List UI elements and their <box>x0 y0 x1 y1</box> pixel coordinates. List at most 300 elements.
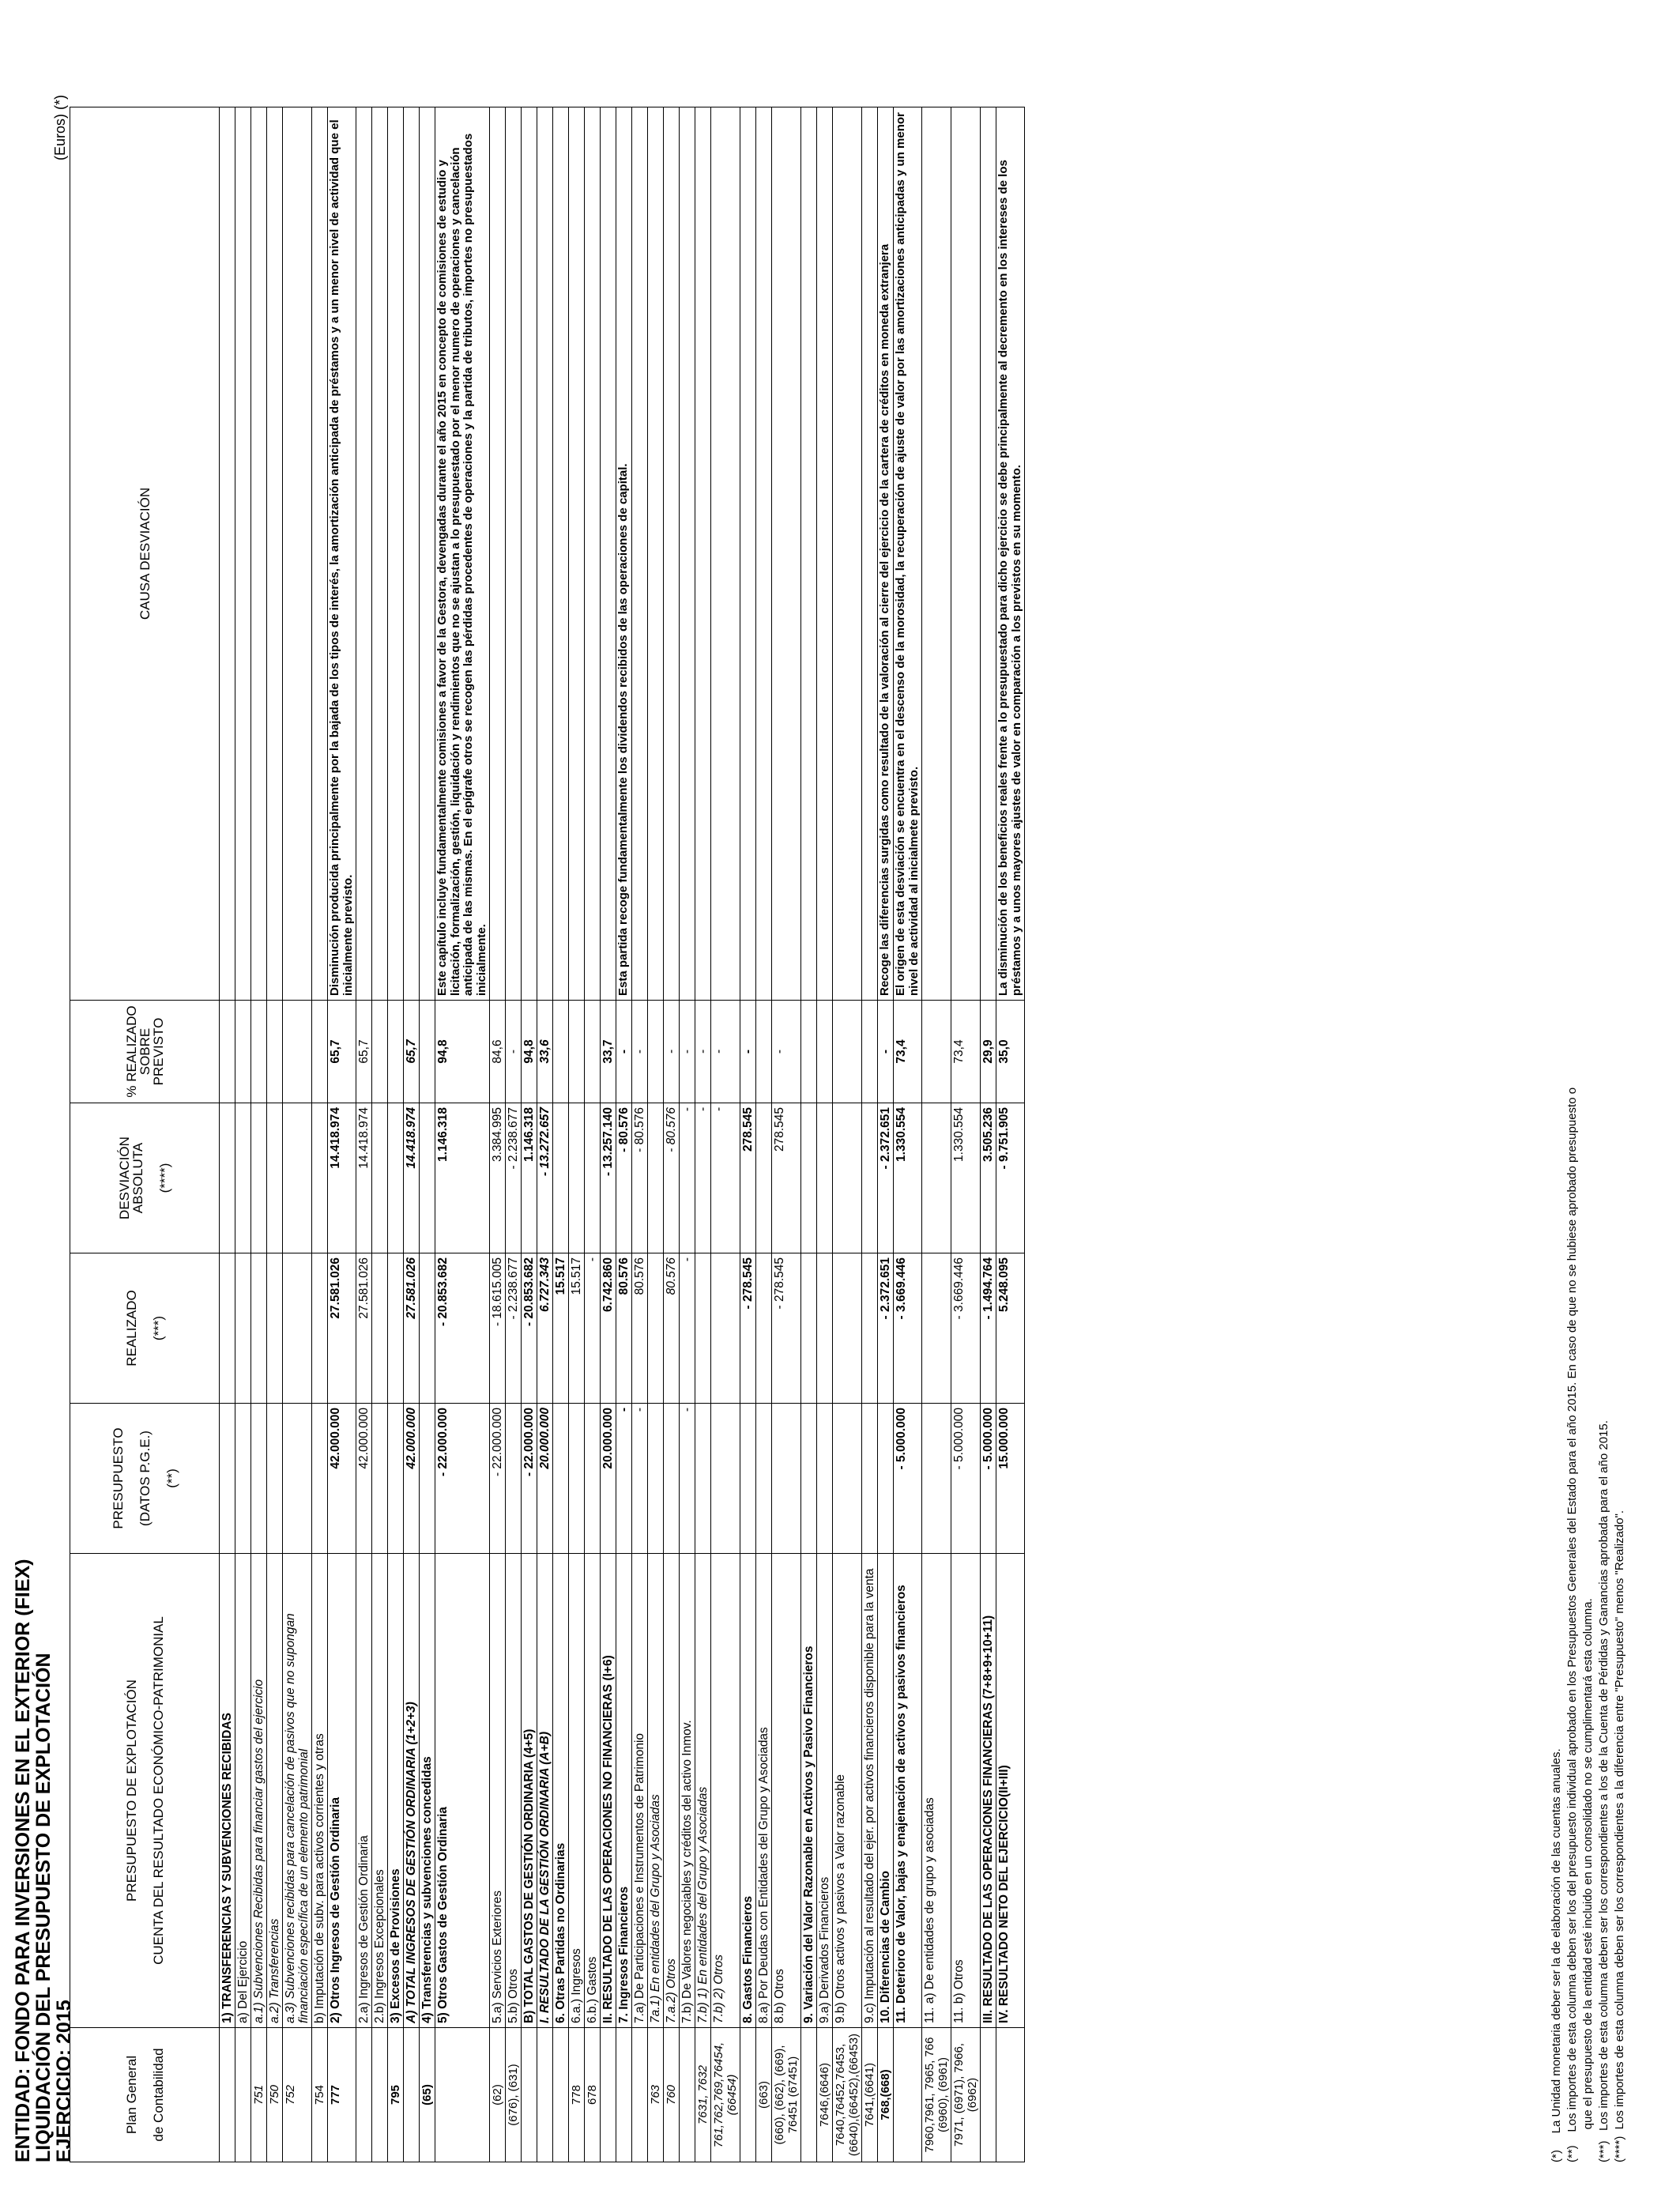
budget-value: 15.000.000 <box>996 1404 1025 1554</box>
deviation-cause <box>740 107 756 1001</box>
table-row <box>894 107 922 2162</box>
row-label: 9.b) Otros activos y pasivos a Valor razonable <box>833 1554 862 2028</box>
deviation-value: 1.146.318 <box>522 1103 537 1253</box>
account-code <box>356 2028 372 2162</box>
account-code: (676), (631) <box>506 2028 522 2162</box>
account-code <box>680 2028 695 2162</box>
budget-value <box>862 1404 878 1554</box>
table-row <box>435 107 490 2162</box>
deviation-cause <box>356 107 372 1001</box>
pct-value <box>420 1001 435 1103</box>
deviation-value: 1.330.554 <box>894 1103 922 1253</box>
deviation-value: - <box>711 1103 740 1253</box>
table-row <box>981 107 996 2162</box>
account-code: 778 <box>569 2028 585 2162</box>
deviation-cause <box>267 107 283 1001</box>
col-header-plan: Plan General de Contabilidad <box>70 2028 220 2162</box>
table-row <box>632 107 648 2162</box>
deviation-value: 14.418.974 <box>328 1103 356 1253</box>
account-code: (660), (662), (669), 76451 (67451) <box>772 2028 801 2162</box>
realized-value <box>648 1253 664 1404</box>
row-label: 9.c) Imputación al resultado del ejer. por activos financieros disponible para la venta <box>862 1554 878 2028</box>
realized-value: - 2.238.677 <box>506 1253 522 1404</box>
pct-value: - <box>632 1001 648 1103</box>
realized-value: 80.576 <box>664 1253 680 1404</box>
row-label: 7.b) 2) Otros <box>711 1554 740 2028</box>
realized-value: - 1.494.764 <box>981 1253 996 1404</box>
table-row <box>356 107 372 2162</box>
account-code: 777 <box>328 2028 356 2162</box>
footnote-line: (*) La Unidad monetaria deber ser la de elaboración de las cuentas anuales. <box>1550 1748 1563 2162</box>
row-label: 8. Gastos Financieros <box>740 1554 756 2028</box>
deviation-cause <box>756 107 772 1001</box>
col-header-presupuesto-explotacion: PRESUPUESTO DE EXPLOTACIÓN CUENTA DEL RESULTADO ECONÓMICO-PATRIMONIAL <box>70 1554 220 2028</box>
deviation-cause <box>817 107 833 1001</box>
deviation-cause <box>388 107 404 1001</box>
deviation-value <box>251 1103 267 1253</box>
row-label: IV. RESULTADO NETO DEL EJERCICIO(II+III) <box>996 1554 1025 2028</box>
realized-value: - 20.853.682 <box>435 1253 490 1404</box>
deviation-value <box>862 1103 878 1253</box>
footnotes <box>1549 1088 1628 2162</box>
pct-value <box>833 1001 862 1103</box>
account-code: 7971, (6971), 7966, (6962) <box>951 2028 981 2162</box>
realized-value <box>833 1253 862 1404</box>
deviation-value: 1.330.554 <box>951 1103 981 1253</box>
deviation-cause: El origen de esta desviación se encuentra en el descenso de la morosidad, la recuperación de ajuste de valor por las amortizaciones anticipadas y un menor nivel de actividad al inicialmete previsto. <box>894 107 922 1001</box>
deviation-cause <box>251 107 267 1001</box>
deviation-cause <box>695 107 711 1001</box>
budget-value <box>801 1404 817 1554</box>
row-label: 2.b) Ingresos Excepcionales <box>372 1554 388 2028</box>
realized-value: - 2.372.651 <box>878 1253 894 1404</box>
budget-value <box>553 1404 569 1554</box>
deviation-cause <box>601 107 616 1001</box>
deviation-value <box>220 1103 235 1253</box>
realized-value <box>817 1253 833 1404</box>
account-code <box>996 2028 1025 2162</box>
deviation-cause <box>585 107 601 1001</box>
table-row <box>220 107 235 2162</box>
row-label: a.2) Transferencias <box>267 1554 283 2028</box>
row-label: 7.b) De Valores negociables y créditos del activo Inmov. <box>680 1554 695 2028</box>
realized-value <box>420 1253 435 1404</box>
account-code: 752 <box>283 2028 312 2162</box>
row-label: 7.b) 1) En entidades del Grupo y Asociadas <box>695 1554 711 2028</box>
budget-value <box>220 1404 235 1554</box>
deviation-cause <box>951 107 981 1001</box>
budget-value <box>235 1404 251 1554</box>
account-code: 750 <box>267 2028 283 2162</box>
realized-value: - <box>585 1253 601 1404</box>
budget-value: - 5.000.000 <box>981 1404 996 1554</box>
deviation-value: - 80.576 <box>664 1103 680 1253</box>
pct-value <box>862 1001 878 1103</box>
realized-value: 80.576 <box>616 1253 632 1404</box>
pct-value: - <box>616 1001 632 1103</box>
deviation-value: 278.545 <box>740 1103 756 1253</box>
row-label: 4) Transferencias y subvenciones concedidas <box>420 1554 435 2028</box>
account-code <box>981 2028 996 2162</box>
realized-value <box>862 1253 878 1404</box>
table-row <box>833 107 862 2162</box>
deviation-cause <box>922 107 951 1001</box>
budget-value <box>648 1404 664 1554</box>
account-code: 7960,7961, 7965, 766 (6960), (6961) <box>922 2028 951 2162</box>
pct-value: - <box>878 1001 894 1103</box>
table-row <box>267 107 283 2162</box>
pct-value: 35,0 <box>996 1001 1025 1103</box>
account-code <box>235 2028 251 2162</box>
table-row <box>553 107 569 2162</box>
pct-value: 73,4 <box>894 1001 922 1103</box>
footnote-line: (***) Los importes de esta columna deben ser los correspondientes a los de la Cuenta de Pérdidas y Ganancias aprobada para el año 2015. <box>1597 1420 1610 2162</box>
deviation-value <box>569 1103 585 1253</box>
deviation-cause: Esta partida recoge fundamentalmente los dividendos recibidos de las operaciones de capital. <box>616 107 632 1001</box>
deviation-cause <box>506 107 522 1001</box>
budget-value: - <box>632 1404 648 1554</box>
deviation-value: - <box>695 1103 711 1253</box>
deviation-cause <box>220 107 235 1001</box>
realized-value: 15.517 <box>553 1253 569 1404</box>
pct-value: - <box>506 1001 522 1103</box>
table-row <box>772 107 801 2162</box>
deviation-cause <box>569 107 585 1001</box>
row-label: 2.a) Ingresos de Gestión Ordinaria <box>356 1554 372 2028</box>
pct-value <box>756 1001 772 1103</box>
account-code: 7641,(6641) <box>862 2028 878 2162</box>
pct-value: 33,7 <box>601 1001 616 1103</box>
account-code: (663) <box>756 2028 772 2162</box>
deviation-value: - 80.576 <box>616 1103 632 1253</box>
table-row <box>312 107 328 2162</box>
budget-value <box>833 1404 862 1554</box>
pct-value <box>267 1001 283 1103</box>
entity-title: ENTIDAD: FONDO PARA INVERSIONES EN EL EXTERIOR (FIEX) <box>12 1559 34 2162</box>
table-header-row <box>70 107 220 2162</box>
budget-value <box>878 1404 894 1554</box>
realized-value <box>922 1253 951 1404</box>
pct-value <box>801 1001 817 1103</box>
realized-value: 27.581.026 <box>404 1253 420 1404</box>
table-row <box>951 107 981 2162</box>
deviation-cause: Este capítulo incluye fundamentalmente comisiones a favor de la Gestora, devengadas durante el año 2015 en concepto de comisiones de estudio y licitación, formalización, gestión, liquidación y rendimientos que no se ajustan a lo presupuestado por el menor numero de operaciones y cancelación anticipada de las mismas. En el epígrafe otros se recogen las pérdidas procedentes de operaciones y la partida de tributos, importes no presupuestados inicialmente. <box>435 107 490 1001</box>
row-label: I. RESULTADO DE LA GESTIÓN ORDINARIA (A+B) <box>537 1554 553 2028</box>
row-label: 10. Diferencias de Cambio <box>878 1554 894 2028</box>
row-label: 7. Ingresos Financieros <box>616 1554 632 2028</box>
row-label: a.3) Subvenciones recibidas para cancelación de pasivos que no supongan financiación específica de un elemento patrimonial <box>283 1554 312 2028</box>
col-header-realized: REALIZADO (***) <box>70 1253 220 1404</box>
budget-value: 20.000.000 <box>601 1404 616 1554</box>
deviation-cause: Disminución producida principalmente por la bajada de los tipos de interés, la amortización anticipada de préstamos y a un menor nivel de actividad que el inicialmente previsto. <box>328 107 356 1001</box>
realized-value <box>235 1253 251 1404</box>
realized-value: - 20.853.682 <box>522 1253 537 1404</box>
table-row <box>328 107 356 2162</box>
pct-value: 65,7 <box>356 1001 372 1103</box>
table-row <box>801 107 817 2162</box>
deviation-cause <box>772 107 801 1001</box>
deviation-value: 3.384.995 <box>490 1103 506 1253</box>
account-code <box>894 2028 922 2162</box>
deviation-value: 3.505.236 <box>981 1103 996 1253</box>
deviation-value: - 80.576 <box>632 1103 648 1253</box>
budget-value <box>711 1404 740 1554</box>
realized-value <box>220 1253 235 1404</box>
budget-value <box>251 1404 267 1554</box>
pct-value: 73,4 <box>951 1001 981 1103</box>
footnote-line: que el presupuesto de la entidad esté incluido en un consolidado no se cumplimentará esta columna. <box>1581 1598 1595 2162</box>
budget-value <box>372 1404 388 1554</box>
budget-value: - 22.000.000 <box>490 1404 506 1554</box>
deviation-cause <box>372 107 388 1001</box>
deviation-cause <box>537 107 553 1001</box>
deviation-cause: La disminución de los beneficios reales frente a lo presupuestado para dicho ejercicio se debe principalmente al decremento en los intereses de los préstamos y a unos mayores ajustes de valor en comparación a los previstos en su momento. <box>996 107 1025 1001</box>
realized-value <box>695 1253 711 1404</box>
budget-value: - <box>680 1404 695 1554</box>
realized-value: - 18.615.005 <box>490 1253 506 1404</box>
deviation-value <box>267 1103 283 1253</box>
table-row <box>878 107 894 2162</box>
account-code: (62) <box>490 2028 506 2162</box>
row-label: a) Del Ejercicio <box>235 1554 251 2028</box>
budget-value: 42.000.000 <box>356 1404 372 1554</box>
table-row <box>648 107 664 2162</box>
deviation-cause <box>801 107 817 1001</box>
row-label: 9.a) Derivados Financieros <box>817 1554 833 2028</box>
deviation-value <box>801 1103 817 1253</box>
budget-value: - 22.000.000 <box>435 1404 490 1554</box>
footnote-line: (****) Los importes de esta columna deben ser los correspondientes a la diferencia entre "Presupuesto" menos "Realizado". <box>1613 1510 1626 2162</box>
pct-value <box>569 1001 585 1103</box>
realized-value <box>283 1253 312 1404</box>
account-code <box>522 2028 537 2162</box>
budget-value <box>817 1404 833 1554</box>
account-code <box>435 2028 490 2162</box>
pct-value <box>312 1001 328 1103</box>
table-row <box>569 107 585 2162</box>
deviation-value <box>922 1103 951 1253</box>
account-code <box>553 2028 569 2162</box>
pct-value: 33,6 <box>537 1001 553 1103</box>
deviation-cause <box>522 107 537 1001</box>
deviation-cause <box>420 107 435 1001</box>
realized-value <box>388 1253 404 1404</box>
budget-value <box>283 1404 312 1554</box>
deviation-value: - <box>680 1103 695 1253</box>
table-row <box>372 107 388 2162</box>
budget-value <box>585 1404 601 1554</box>
realized-value <box>711 1253 740 1404</box>
table-row <box>251 107 267 2162</box>
pct-value <box>235 1001 251 1103</box>
table-row <box>996 107 1025 2162</box>
account-code: 760 <box>664 2028 680 2162</box>
row-label: 7a.1) En entidades del Grupo y Asociadas <box>648 1554 664 2028</box>
account-code <box>601 2028 616 2162</box>
realized-value: 27.581.026 <box>328 1253 356 1404</box>
table-row <box>404 107 420 2162</box>
pct-value: 94,8 <box>522 1001 537 1103</box>
table-row <box>680 107 695 2162</box>
pct-value: 65,7 <box>404 1001 420 1103</box>
deviation-value <box>756 1103 772 1253</box>
table-row <box>388 107 404 2162</box>
deviation-value: - 13.272.657 <box>537 1103 553 1253</box>
table-row <box>537 107 553 2162</box>
account-code: 761,762,769,76454,(66454) <box>711 2028 740 2162</box>
row-label: 6.b.) Gastos <box>585 1554 601 2028</box>
table-row <box>601 107 616 2162</box>
deviation-value <box>420 1103 435 1253</box>
row-label: 9. Variación del Valor Razonable en Activos y Pasivo Financieros <box>801 1554 817 2028</box>
account-code: 7631, 7632 <box>695 2028 711 2162</box>
pct-value <box>220 1001 235 1103</box>
deviation-cause <box>981 107 996 1001</box>
realized-value: - 278.545 <box>772 1253 801 1404</box>
table-row <box>506 107 522 2162</box>
deviation-value <box>833 1103 862 1253</box>
col-header-pct: % REALIZADO SOBRE PREVISTO <box>70 1001 220 1103</box>
pct-value: 65,7 <box>328 1001 356 1103</box>
pct-value <box>388 1001 404 1103</box>
deviation-value: - 2.372.651 <box>878 1103 894 1253</box>
deviation-value <box>648 1103 664 1253</box>
deviation-value: - 2.238.677 <box>506 1103 522 1253</box>
deviation-cause <box>404 107 420 1001</box>
table-row <box>740 107 756 2162</box>
table-row <box>585 107 601 2162</box>
budget-value <box>420 1404 435 1554</box>
table-row <box>922 107 951 2162</box>
pct-value <box>817 1001 833 1103</box>
table-row <box>695 107 711 2162</box>
pct-value <box>283 1001 312 1103</box>
deviation-value <box>553 1103 569 1253</box>
table-row <box>756 107 772 2162</box>
deviation-cause <box>648 107 664 1001</box>
pct-value <box>372 1001 388 1103</box>
row-label: 8.a) Por Deudas con Entidades del Grupo y Asociadas <box>756 1554 772 2028</box>
deviation-cause <box>490 107 506 1001</box>
currency-units: (Euros) (*) <box>52 95 68 161</box>
realized-value: 6.742.860 <box>601 1253 616 1404</box>
realized-value: - 3.669.446 <box>894 1253 922 1404</box>
table-row <box>522 107 537 2162</box>
budget-value <box>922 1404 951 1554</box>
deviation-value <box>585 1103 601 1253</box>
realized-value: - 278.545 <box>740 1253 756 1404</box>
deviation-value: 14.418.974 <box>356 1103 372 1253</box>
row-label: 2) Otros Ingresos de Gestión Ordinaria <box>328 1554 356 2028</box>
col-header-cause: CAUSA DESVIACIÓN <box>70 107 220 1001</box>
deviation-value: 278.545 <box>772 1103 801 1253</box>
account-code <box>801 2028 817 2162</box>
row-label: 5.b) Otros <box>506 1554 522 2028</box>
deviation-cause <box>312 107 328 1001</box>
pct-value: - <box>695 1001 711 1103</box>
pct-value <box>251 1001 267 1103</box>
account-code <box>220 2028 235 2162</box>
realized-value <box>801 1253 817 1404</box>
account-code <box>537 2028 553 2162</box>
table-row <box>616 107 632 2162</box>
budget-value: 20.000.000 <box>537 1404 553 1554</box>
row-label: 7.a) De Participaciones e Instrumentos de Patrimonio <box>632 1554 648 2028</box>
budget-value <box>695 1404 711 1554</box>
budget-value: - 5.000.000 <box>894 1404 922 1554</box>
pct-value: 94,8 <box>435 1001 490 1103</box>
row-label: II. RESULTADO DE LAS OPERACIONES NO FINANCIERAS (I+6) <box>601 1554 616 2028</box>
budget-value: 42.000.000 <box>328 1404 356 1554</box>
row-label: 3) Excesos de Provisiones <box>388 1554 404 2028</box>
row-label: 11. a) De entidades de grupo y asociadas <box>922 1554 951 2028</box>
pct-value <box>922 1001 951 1103</box>
deviation-cause <box>833 107 862 1001</box>
table-row <box>817 107 833 2162</box>
col-header-deviation: DESVIACIÓN ABSOLUTA (****) <box>70 1103 220 1253</box>
deviation-value: 1.146.318 <box>435 1103 490 1253</box>
budget-value: - 5.000.000 <box>951 1404 981 1554</box>
table-row <box>664 107 680 2162</box>
budget-value <box>267 1404 283 1554</box>
liquidation-table <box>70 107 1025 2162</box>
table-body <box>220 107 1025 2162</box>
realized-value <box>312 1253 328 1404</box>
account-code <box>616 2028 632 2162</box>
row-label: 1) TRANSFERENCIAS Y SUBVENCIONES RECIBIDAS <box>220 1554 235 2028</box>
row-label: 11. b) Otros <box>951 1554 981 2028</box>
deviation-cause <box>632 107 648 1001</box>
table-row <box>283 107 312 2162</box>
pct-value <box>648 1001 664 1103</box>
account-code: 754 <box>312 2028 328 2162</box>
pct-value: - <box>711 1001 740 1103</box>
pct-value: - <box>772 1001 801 1103</box>
pct-value: 84,6 <box>490 1001 506 1103</box>
table-row <box>711 107 740 2162</box>
row-label: b) Imputación de subv. para activos corrientes y otras <box>312 1554 328 2028</box>
deviation-value <box>312 1103 328 1253</box>
table-row <box>490 107 506 2162</box>
deviation-value <box>283 1103 312 1253</box>
budget-value <box>756 1404 772 1554</box>
budget-value: - <box>616 1404 632 1554</box>
deviation-cause <box>862 107 878 1001</box>
realized-value <box>372 1253 388 1404</box>
budget-value <box>664 1404 680 1554</box>
deviation-value: - 9.751.905 <box>996 1103 1025 1253</box>
account-code: 795 <box>388 2028 404 2162</box>
pct-value: - <box>664 1001 680 1103</box>
account-code <box>372 2028 388 2162</box>
pct-value: - <box>740 1001 756 1103</box>
realized-value: 5.248.095 <box>996 1253 1025 1404</box>
realized-value: 80.576 <box>632 1253 648 1404</box>
row-label: B) TOTAL GASTOS DE GESTIÓN ORDINARIA (4+5) <box>522 1554 537 2028</box>
table-row <box>235 107 251 2162</box>
deviation-cause <box>235 107 251 1001</box>
account-code: 763 <box>648 2028 664 2162</box>
account-code: 7646,(6646) <box>817 2028 833 2162</box>
realized-value: 27.581.026 <box>356 1253 372 1404</box>
budget-value: 42.000.000 <box>404 1404 420 1554</box>
deviation-value <box>372 1103 388 1253</box>
deviation-cause <box>680 107 695 1001</box>
row-label: 5.a) Servicios Exteriores <box>490 1554 506 2028</box>
budget-value <box>569 1404 585 1554</box>
account-code: (65) <box>420 2028 435 2162</box>
budget-value <box>312 1404 328 1554</box>
